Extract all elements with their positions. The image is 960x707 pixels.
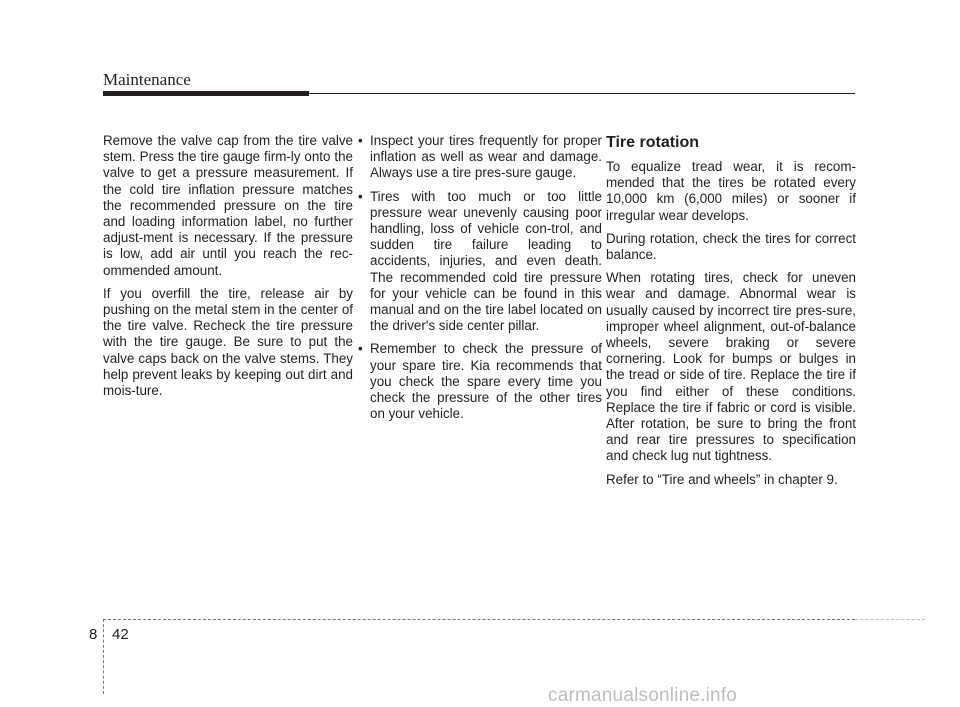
paragraph: To equalize tread wear, it is recom-mended that the tires be rotated every 10,000 km (6,000 miles) or sooner if irregular wear develops. (606, 159, 856, 223)
column-2 (358, 133, 602, 429)
list-item-text: Inspect your tires frequently for proper inflation as well as wear and damage. Always use a tire pres-sure gauge. (370, 133, 602, 181)
bullet-list (358, 133, 602, 422)
footer-rule-extension (855, 619, 925, 620)
paragraph: During rotation, check the tires for correct balance. (606, 230, 856, 263)
header-title: Maintenance (103, 70, 191, 89)
bullet-icon: • (358, 341, 363, 357)
paragraph: Remove the valve cap from the tire valve stem. Press the tire gauge firm-ly onto the valve to get a pressure measurement. If the cold tire inflation pressure matches the recommended pressure on the tire and loading information label, no further adjust-ment is necessary. If the pressure is low, add air until you reach the rec-ommended amount. (103, 133, 353, 278)
header-rule (103, 93, 855, 94)
list-item-text: Tires with too much or too little pressure wear unevenly causing poor handling, loss of vehicle con-trol, and sudden tire failure leading to accidents, injuries, and even death. The recommended cold tire pressure for your vehicle can be found in this manual and on the tire label located on the driver's side center pillar. (370, 188, 602, 334)
paragraph: When rotating tires, check for uneven wear and damage. Abnormal wear is usually caused by incorrect tire pres-sure, improper wheel alignment, out-of-balance wheels, severe braking or severe cornering. Look for bumps or bulges in the tread or side of tire. Replace the tire if you find either of these conditions. Replace the tire if fabric or cord is visible. After rotation, be sure to bring the front and rear tire pressures to specification and check lug nut tightness. (606, 270, 856, 464)
list-item (358, 341, 602, 422)
footer-rule (103, 619, 855, 620)
section-heading: Tire rotation (606, 134, 700, 151)
page-number: 42 (112, 626, 129, 643)
list-item (358, 133, 602, 182)
bullet-icon: • (358, 188, 363, 204)
column-3 (606, 133, 856, 495)
column-1 (103, 133, 353, 406)
paragraph: If you overfill the tire, release air by pushing on the metal stem in the center of the tire valve. Recheck the tire pressure with the tire gauge. Be sure to put the valve caps back on the valve stems. They help prevent leaks by keeping out dirt and mois-ture. (103, 285, 353, 399)
list-item-text: Remember to check the pressure of your spare tire. Kia recommends that you check the spare every time you check the pressure of the other tires on your vehicle. (370, 341, 602, 422)
watermark: carmanualsonline.info (548, 685, 738, 706)
paragraph: Refer to “Tire and wheels” in chapter 9. (606, 471, 838, 487)
page-chapter: 8 (89, 626, 98, 643)
bullet-icon: • (358, 133, 363, 148)
footer-vertical-rule (103, 619, 104, 694)
list-item (358, 189, 602, 335)
